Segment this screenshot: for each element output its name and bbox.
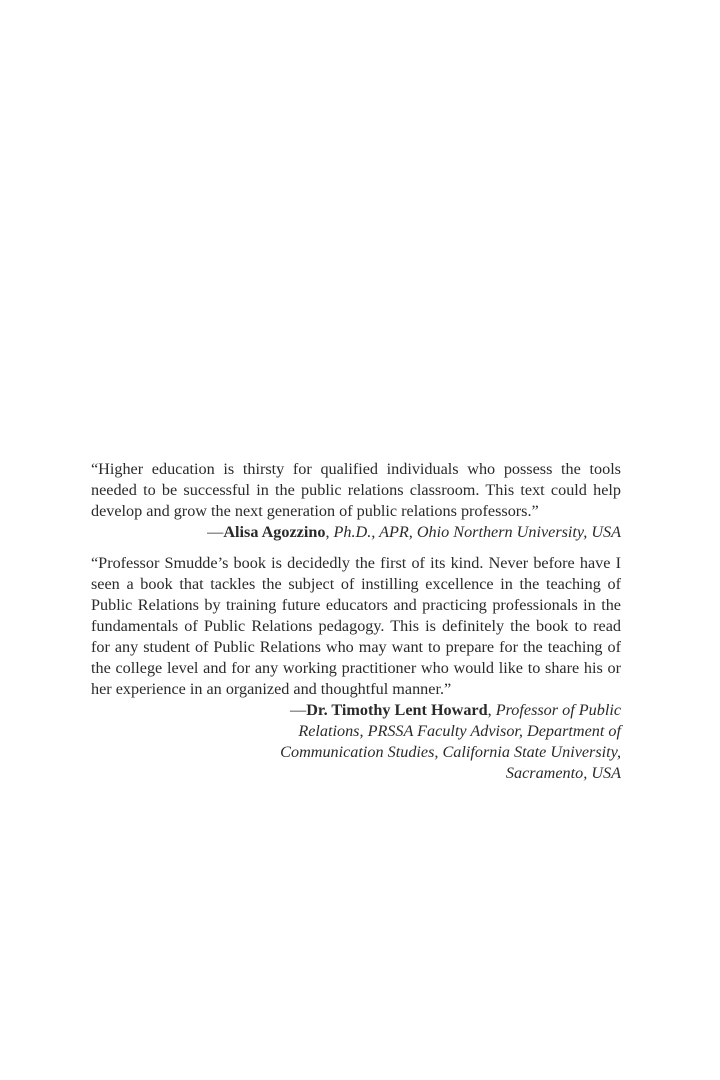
endorsement-quote-1: “Higher education is thirsty for qualified individuals who possess the tools needed to be successful in the public relations classroom. This text could help develop and grow the next generation of public relations professors.” [91, 460, 621, 520]
endorsement-attribution-1 [91, 522, 621, 543]
attribution-dash: — [290, 701, 307, 719]
endorser-credentials: Ph.D., APR, Ohio Northern University, USA [333, 523, 621, 541]
endorsement-attribution-2 [91, 700, 621, 784]
attribution-separator: , [487, 701, 496, 719]
endorser-credentials: Professor of Public Relations, PRSSA Faculty Advisor, Department of Communication Studies, California State University, Sacramento, USA [280, 701, 621, 782]
endorser-name: Dr. Timothy Lent Howard [306, 701, 488, 719]
endorser-name: Alisa Agozzino [223, 523, 326, 541]
attribution-dash: — [207, 523, 224, 541]
endorsement-quote-2: “Professor Smudde’s book is decidedly the first of its kind. Never before have I seen a book that tackles the subject of instilling excellence in the teaching of Public Relations by training future educators and practicing professionals in the fundamentals of Public Relations pedagogy. This is definitely the book to read for any student of Public Relations who may want to prepare for the teaching of the college level and for any working practitioner who would like to share his or her experience in an organized and thoughtful manner.” [91, 554, 621, 698]
endorsements-section [91, 459, 621, 784]
attribution-separator: , [325, 523, 334, 541]
